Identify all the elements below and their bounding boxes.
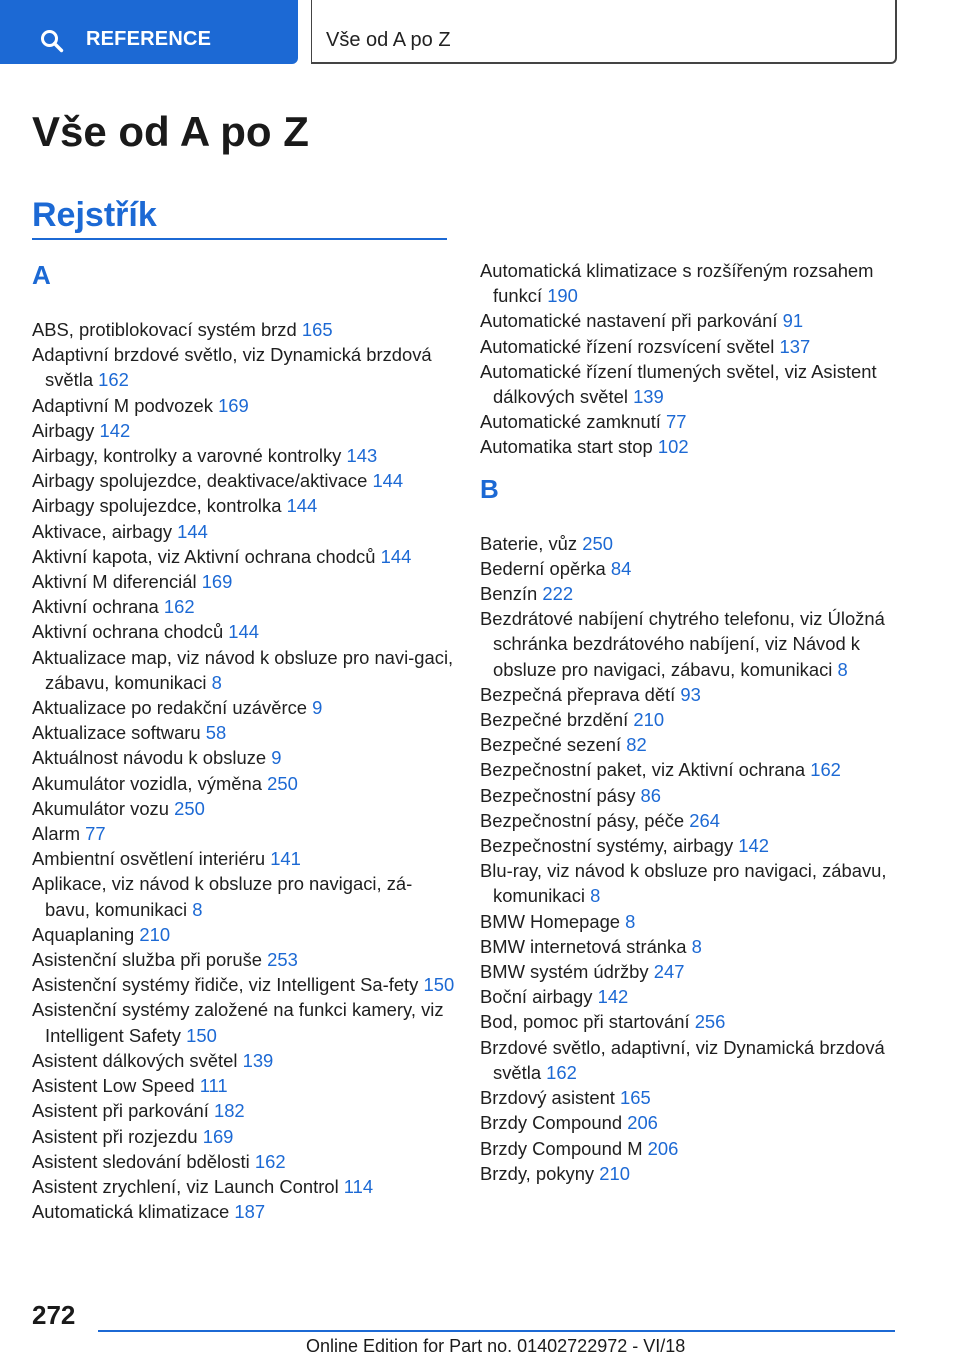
index-page-link[interactable]: 144: [286, 495, 318, 517]
index-entry: [32, 1048, 457, 1073]
index-entry-text: Asistenční systémy řidiče, viz Intelligent Sa-fety: [32, 974, 419, 996]
index-entry: [32, 519, 457, 544]
index-page-link[interactable]: 8: [837, 658, 848, 680]
index-entry-text: Automatické zamknutí: [480, 411, 661, 433]
index-entry-text: BMW internetová stránka: [480, 935, 687, 957]
index-page-link[interactable]: 91: [782, 310, 804, 332]
index-page-link[interactable]: 77: [666, 411, 687, 433]
index-page-link[interactable]: 187: [234, 1201, 266, 1223]
page-title: Vše od A po Z: [32, 108, 309, 155]
search-icon: [40, 29, 64, 58]
index-entry: [480, 556, 905, 581]
index-entry: [32, 796, 457, 821]
index-page-link[interactable]: 210: [599, 1162, 630, 1184]
index-page-link[interactable]: 9: [271, 747, 282, 769]
index-entry: [480, 707, 905, 732]
index-page-link[interactable]: 169: [202, 1125, 234, 1147]
index-page-link[interactable]: 150: [186, 1024, 217, 1046]
index-entry: [480, 833, 905, 858]
index-entry-text: Aktivní M diferenciál: [32, 571, 197, 593]
index-entry-text: Asistent Low Speed: [32, 1075, 195, 1097]
index-page-link[interactable]: 247: [653, 961, 685, 983]
index-entry-text: Aktivní ochrana chodců: [32, 621, 224, 643]
index-entry-text: Alarm: [32, 823, 81, 845]
index-entry-text: Asistent při parkování: [32, 1100, 209, 1122]
index-entry-text: Asistent sledování bdělosti: [32, 1150, 250, 1172]
index-page-link[interactable]: 222: [542, 583, 574, 605]
index-entry-text: Boční airbagy: [480, 986, 593, 1008]
index-entry-text: Aktualizace softwaru: [32, 722, 201, 744]
index-entry-text: Automatická klimatizace s rozšířeným rozsahem funkcí: [480, 260, 874, 307]
index-entry: [480, 1136, 905, 1161]
index-entry-text: Aktivní kapota, viz Aktivní ochrana chodců: [32, 545, 376, 567]
index-entry: [480, 1035, 905, 1085]
index-page-link[interactable]: 162: [163, 596, 195, 618]
index-entry-text: Adaptivní brzdové světlo, viz Dynamická brzdová světla: [32, 344, 432, 391]
index-page-link[interactable]: 114: [343, 1175, 374, 1197]
index-entry-text: Asistent při rozjezdu: [32, 1125, 198, 1147]
index-entry: [480, 1085, 905, 1110]
index-entry-text: Airbagy spolujezdce, kontrolka: [32, 495, 282, 517]
index-entry: [480, 606, 905, 682]
index-entry: [480, 308, 905, 333]
index-entry: [480, 984, 905, 1009]
index-page-link[interactable]: 250: [582, 532, 613, 554]
reference-tab[interactable]: [0, 0, 298, 64]
index-page-link[interactable]: 8: [192, 898, 203, 920]
index-entry: [480, 581, 905, 606]
index-entry: [32, 594, 457, 619]
index-page-link[interactable]: 150: [423, 974, 455, 996]
index-entry-text: Bezpečnostní systémy, airbagy: [480, 835, 734, 857]
index-entry: [480, 934, 905, 959]
index-page-link[interactable]: 86: [640, 784, 661, 806]
index-page-link[interactable]: 210: [139, 923, 171, 945]
index-page-link[interactable]: 84: [610, 557, 632, 579]
index-page-link[interactable]: 144: [372, 470, 404, 492]
index-entry-text: Adaptivní M podvozek: [32, 394, 213, 416]
index-page-link[interactable]: 137: [779, 335, 811, 357]
header-title: Vše od A po Z: [326, 29, 451, 51]
section-title: Rejstřík: [32, 196, 157, 234]
index-page-link[interactable]: 162: [98, 369, 129, 391]
index-entry: [32, 619, 457, 644]
index-entry: [480, 783, 905, 808]
index-entry: [32, 317, 457, 342]
index-page-link[interactable]: 144: [380, 545, 412, 567]
index-page-link[interactable]: 162: [810, 759, 841, 781]
index-entry: [32, 342, 457, 392]
index-entry: [480, 359, 905, 409]
index-entry-text: Bezpečné brzdění: [480, 709, 629, 731]
index-entry: [32, 645, 457, 695]
index-entry-text: Bezdrátové nabíjení chytrého telefonu, viz Úložná schránka bezdrátového nabíjení, viz Návod k obsluze pro navigaci, zábavu, komunikaci: [480, 608, 885, 680]
index-entry-text: Bezpečnostní pásy: [480, 784, 636, 806]
index-entry: [480, 531, 905, 556]
index-page-link[interactable]: 169: [218, 394, 249, 416]
index-page-link[interactable]: 250: [174, 797, 205, 819]
index-page-link[interactable]: 93: [680, 683, 701, 705]
index-entry-text: Akumulátor vozu: [32, 797, 169, 819]
index-page-link[interactable]: 264: [689, 809, 720, 831]
index-page-link[interactable]: 206: [627, 1112, 658, 1134]
index-page-link[interactable]: 165: [301, 319, 333, 340]
index-entry-text: Bod, pomoc při startování: [480, 1011, 690, 1033]
index-entry: [480, 757, 905, 782]
index-entry: [32, 569, 457, 594]
index-entry-text: BMW systém údržby: [480, 961, 649, 983]
index-entry: [32, 771, 457, 796]
index-entry: [480, 732, 905, 757]
index-entry: [32, 1098, 457, 1123]
index-entry: [32, 493, 457, 518]
index-page-link[interactable]: 8: [590, 885, 601, 907]
index-entry: [32, 393, 457, 418]
index-page-link[interactable]: 143: [346, 445, 378, 467]
index-entry: [32, 1073, 457, 1098]
index-entry-text: Aktuálnost návodu k obsluze: [32, 747, 267, 769]
index-entry: [32, 745, 457, 770]
index-entry-text: Automatické nastavení při parkování: [480, 310, 778, 332]
index-entry-text: Airbagy, kontrolky a varovné kontrolky: [32, 445, 342, 467]
index-entry-text: Blu-ray, viz návod k obsluze pro navigaci, zábavu, komunikaci: [480, 860, 887, 907]
index-entry-text: Automatická klimatizace: [32, 1201, 230, 1223]
index-page-link[interactable]: 8: [625, 910, 636, 932]
index-entry: [32, 997, 457, 1047]
index-entry-text: Airbagy spolujezdce, deaktivace/aktivace: [32, 470, 368, 492]
index-entry: [480, 909, 905, 934]
index-entry: [32, 418, 457, 443]
index-entry-text: Airbagy: [32, 419, 95, 441]
index-entry-text: Asistent dálkových světel: [32, 1049, 238, 1071]
index-entry-text: Asistent zrychlení, viz Launch Control: [32, 1175, 339, 1197]
index-entry: [480, 959, 905, 984]
header-title-box: [311, 0, 897, 64]
index-column-right: [480, 258, 905, 1186]
index-page-link[interactable]: 144: [228, 621, 259, 643]
index-page-link[interactable]: 250: [267, 772, 298, 794]
index-entry: [480, 682, 905, 707]
index-entry-text: Bezpečné sezení: [480, 734, 622, 756]
index-entry: [480, 334, 905, 359]
index-entry: [480, 808, 905, 833]
index-entry-text: ABS, protiblokovací systém brzd: [32, 319, 297, 340]
index-entry: [32, 1174, 457, 1199]
index-page-link[interactable]: 139: [242, 1049, 274, 1071]
index-entry-text: Ambientní osvětlení interiéru: [32, 848, 266, 870]
index-page-link[interactable]: 182: [213, 1100, 245, 1122]
index-page-link[interactable]: 9: [312, 697, 323, 719]
index-page-link[interactable]: 256: [694, 1011, 726, 1033]
index-entry: [32, 821, 457, 846]
index-page-link[interactable]: 8: [211, 671, 222, 693]
index-entry-text: Benzín: [480, 583, 538, 605]
index-entry: [32, 468, 457, 493]
index-entry: [32, 1124, 457, 1149]
index-entry-text: Brzdový asistent: [480, 1087, 615, 1109]
index-entry-text: Automatické řízení tlumených světel, viz Asistent dálkových světel: [480, 360, 877, 408]
index-page-link[interactable]: 253: [267, 949, 298, 971]
index-page-link[interactable]: 169: [201, 571, 233, 593]
section-divider: [32, 238, 447, 240]
index-entry-text: Aquaplaning: [32, 923, 135, 945]
index-letter-heading: A: [32, 260, 51, 290]
index-column-left: [32, 258, 457, 1224]
index-entry: [32, 720, 457, 745]
index-entry-text: Bederní opěrka: [480, 557, 606, 579]
index-page-link[interactable]: 8: [691, 935, 702, 957]
index-page-link[interactable]: 82: [626, 734, 647, 756]
index-page-link[interactable]: 206: [647, 1137, 679, 1159]
index-page-link[interactable]: 210: [633, 709, 665, 731]
index-entry: [480, 1161, 905, 1186]
index-page-link[interactable]: 190: [547, 285, 578, 307]
index-entry: [32, 1199, 457, 1224]
index-entry-text: Automatické řízení rozsvícení světel: [480, 335, 775, 357]
index-entry: [480, 1009, 905, 1034]
page-number: 272: [32, 1300, 76, 1330]
index-page-link[interactable]: 144: [177, 520, 208, 542]
index-entry-text: BMW Homepage: [480, 910, 621, 932]
index-entry: [480, 1110, 905, 1135]
index-entry-text: Asistenční systémy založené na funkci kamery, viz Intelligent Safety: [32, 999, 444, 1046]
index-page-link[interactable]: 162: [254, 1150, 286, 1172]
index-page-link[interactable]: 58: [205, 722, 227, 744]
index-entry-text: Brzdy Compound: [480, 1112, 623, 1134]
index-entry: [32, 922, 457, 947]
index-entry: [32, 871, 457, 921]
index-page-link[interactable]: 142: [99, 419, 131, 441]
reference-tab-label: REFERENCE: [86, 28, 212, 50]
index-page-link[interactable]: 141: [270, 848, 301, 870]
index-entry-text: Automatika start stop: [480, 436, 653, 458]
footer-divider: [98, 1330, 895, 1332]
index-entry-text: Brzdy Compound M: [480, 1137, 643, 1159]
index-entry: [480, 858, 905, 908]
index-page-link[interactable]: 142: [738, 835, 769, 857]
index-page-link[interactable]: 111: [199, 1075, 228, 1097]
index-page-link[interactable]: 162: [546, 1061, 577, 1083]
index-entry-text: Brzdové světlo, adaptivní, viz Dynamická brzdová světla: [480, 1036, 885, 1083]
index-entry-text: Aktivace, airbagy: [32, 520, 173, 542]
index-entry: [32, 846, 457, 871]
index-entry-text: Bezpečnostní pásy, péče: [480, 809, 685, 831]
index-entry: [480, 409, 905, 434]
index-entry-text: Baterie, vůz: [480, 532, 578, 554]
index-entry-text: Aktualizace map, viz návod k obsluze pro navi-gaci, zábavu, komunikaci: [32, 646, 454, 693]
index-page-link[interactable]: 102: [657, 436, 689, 458]
index-entry: [32, 695, 457, 720]
index-entry-text: Bezpečná přeprava dětí: [480, 683, 676, 705]
index-entry: [480, 434, 905, 459]
index-page-link[interactable]: 165: [620, 1087, 651, 1109]
footer-edition-text: Online Edition for Part no. 01402722972 - VI/18: [306, 1336, 686, 1356]
index-entry: [32, 443, 457, 468]
index-entry: [32, 972, 457, 997]
index-entry-text: Bezpečnostní paket, viz Aktivní ochrana: [480, 759, 806, 781]
index-page-link[interactable]: 142: [597, 986, 629, 1008]
index-entry: [32, 947, 457, 972]
index-entry: [32, 1149, 457, 1174]
index-entry-text: Brzdy, pokyny: [480, 1162, 595, 1184]
index-page-link[interactable]: 77: [85, 823, 106, 845]
index-entry: [32, 544, 457, 569]
index-entry-text: Asistenční služba při poruše: [32, 949, 262, 971]
index-entry-text: Aplikace, viz návod k obsluze pro navigaci, zá-bavu, komunikaci: [32, 873, 413, 920]
index-entry-text: Akumulátor vozidla, výměna: [32, 772, 262, 794]
index-page-link[interactable]: 139: [633, 386, 664, 408]
index-entry-text: Aktualizace po redakční uzávěrce: [32, 697, 307, 719]
index-entry-text: Aktivní ochrana: [32, 596, 159, 618]
index-letter-heading: B: [480, 473, 499, 504]
index-entry: [480, 258, 905, 308]
